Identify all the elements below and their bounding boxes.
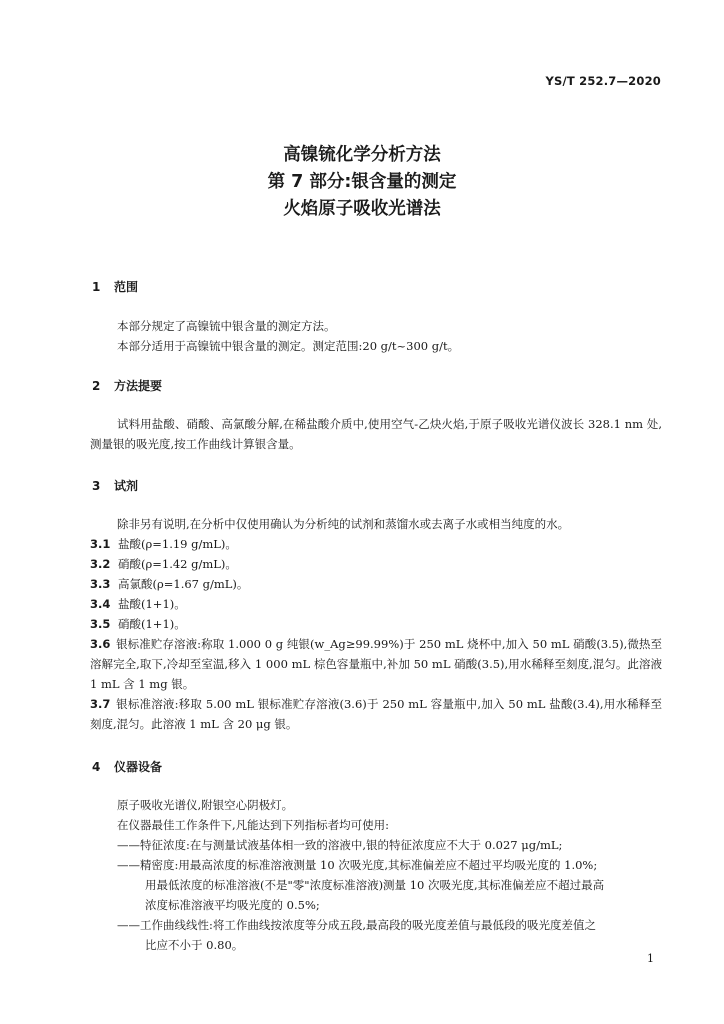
indicator-linearity-line-1: ——工作曲线线性:将工作曲线按浓度等分成五段,最高段的吸光度差值与最低段的吸光度差值之 [117, 918, 597, 932]
title-line-1: 高镍锍化学分析方法 [283, 145, 441, 165]
page-number: 1 [647, 952, 654, 965]
item-text: 硝酸(ρ=1.42 g/mL)。 [118, 557, 237, 571]
section-number: 4 [92, 760, 101, 774]
item-number: 3.7 [90, 697, 111, 711]
indicator-precision-line-3: 浓度标准溶液平均吸光度的 0.5%; [145, 898, 320, 912]
title-line-3: 火焰原子吸收光谱法 [283, 199, 441, 219]
reagent-item [90, 534, 237, 554]
item-number: 3.5 [90, 617, 111, 631]
reagent-item [90, 574, 248, 594]
item-number: 3.6 [90, 637, 111, 651]
item-text: 硝酸(1+1)。 [118, 617, 186, 631]
section-4-heading [92, 758, 162, 775]
item-text: 盐酸(ρ=1.19 g/mL)。 [118, 537, 237, 551]
reagent-item [90, 634, 662, 694]
item-number: 3.1 [90, 537, 111, 551]
section-title: 仪器设备 [114, 760, 163, 774]
item-number: 3.4 [90, 597, 111, 611]
standard-code: YS/T 252.7—2020 [545, 74, 661, 88]
section-4-paragraph-1: 原子吸收光谱仪,附银空心阴极灯。 [117, 798, 294, 812]
item-text: 盐酸(1+1)。 [118, 597, 186, 611]
section-title: 范围 [114, 280, 139, 294]
item-text: 银标准溶液:移取 5.00 mL 银标准贮存溶液(3.6)于 250 mL 容量瓶中,加入 50 mL 盐酸(3.4),用水稀释至刻度,混匀。此溶液 1 mL 含 20 μg 银。 [90, 697, 662, 731]
reagent-item [90, 694, 662, 734]
section-1-paragraph-1: 本部分规定了高镍锍中银含量的测定方法。 [117, 319, 336, 333]
item-text: 高氯酸(ρ=1.67 g/mL)。 [118, 577, 249, 591]
section-2-heading [92, 377, 162, 394]
title-line-2: 第 7 部分:银含量的测定 [267, 172, 457, 192]
section-2-paragraph: 试料用盐酸、硝酸、高氯酸分解,在稀盐酸介质中,使用空气-乙炔火焰,于原子吸收光谱仪波长 328.1 nm 处,测量银的吸光度,按工作曲线计算银含量。 [90, 417, 662, 451]
section-title: 试剂 [114, 479, 139, 493]
section-number: 3 [92, 479, 101, 493]
item-text: 银标准贮存溶液:称取 1.000 0 g 纯银(w_Ag≥99.99%)于 250 mL 烧杯中,加入 50 mL 硝酸(3.5),微热至溶解完全,取下,冷却至室温,移入 1 000 mL 棕色容量瓶中,补加 50 mL 硝酸(3.5),用水稀释至刻度,混匀。此溶液 1 mL 含 1 mg 银。 [90, 637, 662, 691]
section-number: 2 [92, 379, 101, 393]
reagent-item [90, 614, 186, 634]
section-1-paragraph-2: 本部分适用于高镍锍中银含量的测定。测定范围:20 g/t~300 g/t。 [117, 339, 460, 353]
reagent-item [90, 594, 186, 614]
indicator-characteristic-concentration: ——特征浓度:在与测量试液基体相一致的溶液中,银的特征浓度应不大于 0.027 μg/mL; [117, 838, 563, 852]
section-4-paragraph-2: 在仪器最佳工作条件下,凡能达到下列指标者均可使用: [117, 818, 390, 832]
section-3-intro: 除非另有说明,在分析中仅使用确认为分析纯的试剂和蒸馏水或去离子水或相当纯度的水。 [117, 517, 570, 531]
indicator-linearity-line-2: 比应不小于 0.80。 [145, 938, 244, 952]
document-title [0, 142, 724, 223]
section-number: 1 [92, 280, 101, 294]
section-1-heading [92, 278, 138, 295]
section-3-heading [92, 477, 138, 494]
section-title: 方法提要 [114, 379, 163, 393]
item-number: 3.2 [90, 557, 111, 571]
item-number: 3.3 [90, 577, 111, 591]
indicator-precision-line-1: ——精密度:用最高浓度的标准溶液测量 10 次吸光度,其标准偏差应不超过平均吸光度的 1.0%; [117, 858, 598, 872]
reagent-item [90, 554, 237, 574]
indicator-precision-line-2: 用最低浓度的标准溶液(不是"零"浓度标准溶液)测量 10 次吸光度,其标准偏差应不超过最高 [145, 878, 605, 892]
